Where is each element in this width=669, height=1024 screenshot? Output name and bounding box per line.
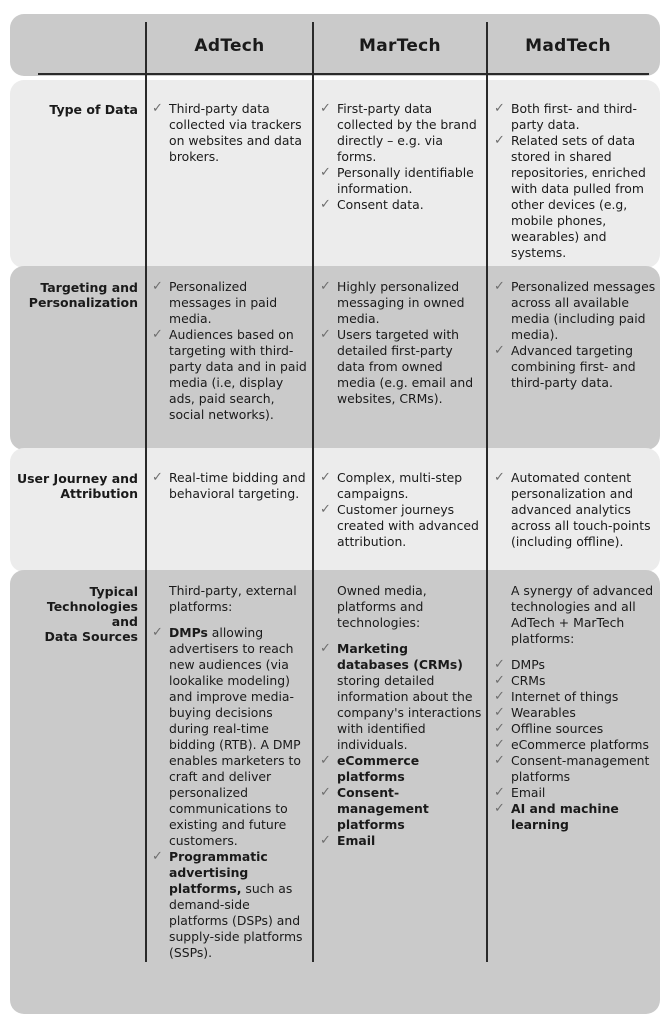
check-icon: ✓: [494, 689, 505, 704]
list-item: ✓ Automated content personalization and advanced analytics across all touch-points (including offline).: [494, 470, 651, 549]
check-icon: ✓: [494, 737, 505, 752]
list-item: ✓ AI and machine learning: [494, 801, 619, 832]
list-item: ✓ Offline sources: [494, 721, 604, 736]
list-item: ✓ Advanced targeting combining first- and third-party data.: [494, 343, 636, 390]
list-item: ✓ Personalized messages across all available media (including paid media).: [494, 279, 656, 342]
row-label-journey: User Journey and Attribution: [16, 471, 138, 501]
check-icon: ✓: [494, 279, 505, 294]
check-icon: ✓: [320, 165, 331, 180]
check-icon: ✓: [320, 279, 331, 294]
list-item: ✓ Both first- and third-party data.: [494, 101, 637, 132]
check-icon: ✓: [320, 327, 331, 342]
cell-tech-martech: [320, 583, 484, 849]
cell-targeting-adtech: [152, 279, 310, 423]
list-item: ✓ Marketing databases (CRMs) storing detailed information about the company's interactions with identified individuals.: [320, 641, 482, 752]
check-icon: ✓: [320, 502, 331, 517]
cell-type-adtech: [152, 101, 310, 165]
check-icon: ✓: [494, 657, 505, 672]
check-icon: ✓: [320, 470, 331, 485]
header-divider: [38, 73, 649, 75]
cell-tech-adtech: [152, 583, 310, 961]
check-icon: ✓: [152, 849, 163, 864]
list-item: ✓ eCommerce platforms: [320, 753, 420, 784]
cell-intro: Third-party, external platforms:: [169, 583, 297, 614]
row-label-type-of-data: Type of Data: [49, 102, 138, 117]
list-item: ✓ Programmatic advertising platforms, such as demand-side platforms (DSPs) and supply-side platforms (SSPs).: [152, 849, 303, 960]
cell-intro: A synergy of advanced technologies and all AdTech + MarTech platforms:: [511, 583, 654, 646]
list-item: ✓ Wearables: [494, 705, 576, 720]
check-icon: ✓: [320, 101, 331, 116]
list-item: ✓ Customer journeys created with advanced attribution.: [320, 502, 479, 549]
list-item: ✓ Third-party data collected via trackers on websites and data brokers.: [152, 101, 302, 164]
list-item: ✓ Email: [494, 785, 546, 800]
check-icon: ✓: [320, 197, 331, 212]
check-icon: ✓: [320, 641, 331, 656]
check-icon: ✓: [494, 721, 505, 736]
check-icon: ✓: [152, 101, 163, 116]
list-item: ✓ CRMs: [494, 673, 546, 688]
check-icon: ✓: [320, 753, 331, 768]
check-icon: ✓: [152, 625, 163, 640]
check-icon: ✓: [494, 343, 505, 358]
column-divider: [486, 22, 488, 962]
list-item: ✓ Users targeted with detailed first-party data from owned media (e.g. email and websites, CRMs).: [320, 327, 474, 406]
check-icon: ✓: [494, 101, 505, 116]
column-header-martech: MarTech: [359, 36, 441, 56]
list-item: ✓ Real-time bidding and behavioral targeting.: [152, 470, 306, 501]
cell-journey-adtech: [152, 470, 310, 502]
list-item: ✓ Highly personalized messaging in owned media.: [320, 279, 465, 326]
list-item: ✓ First-party data collected by the brand directly – e.g. via forms.: [320, 101, 477, 164]
list-item: ✓ Personalized messages in paid media.: [152, 279, 278, 326]
column-header-adtech: AdTech: [194, 36, 265, 56]
cell-journey-martech: [320, 470, 484, 550]
check-icon: ✓: [494, 673, 505, 688]
list-item: ✓ Email: [320, 833, 376, 848]
list-item: ✓ DMPs allowing advertisers to reach new audiences (via lookalike modeling) and improve media-buying decisions during real-time bidding (RTB). A DMP enables marketers to craft and deliver personalized communications to existing and future customers.: [152, 625, 301, 848]
check-icon: ✓: [320, 833, 331, 848]
list-item: ✓ DMPs: [494, 657, 545, 672]
list-item: ✓ Consent data.: [320, 197, 424, 212]
list-item: ✓ Internet of things: [494, 689, 619, 704]
check-icon: ✓: [152, 470, 163, 485]
check-icon: ✓: [152, 327, 163, 342]
list-item: ✓ Related sets of data stored in shared repositories, enriched with data pulled from other devices (e.g, mobile phones, wearables) and systems.: [494, 133, 646, 260]
column-divider: [145, 22, 147, 962]
column-header-madtech: MadTech: [525, 36, 611, 56]
cell-type-madtech: [494, 101, 656, 261]
check-icon: ✓: [494, 785, 505, 800]
list-item: ✓ eCommerce platforms: [494, 737, 649, 752]
check-icon: ✓: [152, 279, 163, 294]
list-item: ✓ Personally identifiable information.: [320, 165, 474, 196]
check-icon: ✓: [494, 705, 505, 720]
list-item: ✓ Consent-management platforms: [320, 785, 429, 832]
check-icon: ✓: [494, 753, 505, 768]
cell-intro: Owned media, platforms and technologies:: [337, 583, 427, 630]
list-item: ✓ Audiences based on targeting with third-party data and in paid media (i.e, display ads, paid search, social networks).: [152, 327, 307, 422]
check-icon: ✓: [494, 133, 505, 148]
check-icon: ✓: [494, 470, 505, 485]
list-item: ✓ Complex, multi-step campaigns.: [320, 470, 463, 501]
row-label-targeting: Targeting and Personalization: [28, 280, 138, 310]
cell-targeting-madtech: [494, 279, 656, 391]
row-label-technologies: Typical Technologies and Data Sources: [44, 584, 138, 644]
column-divider: [312, 22, 314, 962]
check-icon: ✓: [494, 801, 505, 816]
check-icon: ✓: [320, 785, 331, 800]
list-item: ✓ Consent-management platforms: [494, 753, 650, 784]
cell-targeting-martech: [320, 279, 484, 407]
cell-journey-madtech: [494, 470, 656, 550]
cell-type-martech: [320, 101, 484, 213]
cell-tech-madtech: [494, 583, 656, 833]
